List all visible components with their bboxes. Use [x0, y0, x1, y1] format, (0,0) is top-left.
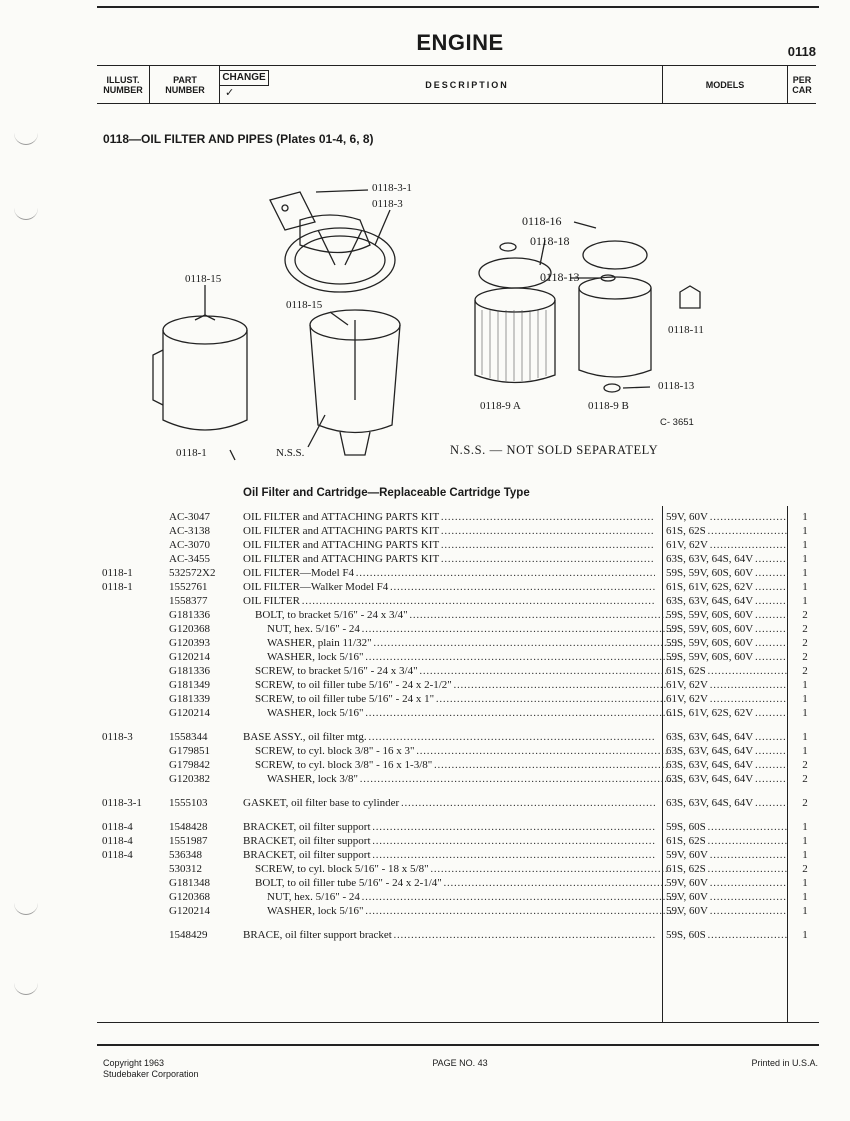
description-cell: GASKET, oil filter base to cylinder . . .: [243, 796, 655, 810]
table-row: [97, 650, 819, 664]
models-cell: 61S, 62S . . .: [666, 834, 788, 848]
per-car-cell: 1: [802, 835, 808, 847]
part-number-header: [150, 66, 220, 103]
table-row: [97, 772, 819, 786]
description-cell: SCREW, to cyl. block 5/16" - 18 x 5/8" . . .: [243, 862, 667, 876]
per-car-cell: 2: [802, 637, 808, 649]
cartridge-a-top-drawing: [475, 288, 555, 312]
description-cell: SCREW, to oil filler tube 5/16" - 24 x 1" . . .: [243, 692, 667, 706]
part-number-cell: G120368: [169, 891, 210, 903]
part-number-cell: G181336: [169, 609, 210, 621]
part-number-cell: 1558377: [169, 595, 208, 607]
table-row: [97, 692, 819, 706]
table-row: [97, 928, 819, 942]
part-number-cell: G179842: [169, 759, 210, 771]
description-cell: OIL FILTER—Model F4 . . .: [243, 566, 655, 580]
illust-number-header: [97, 66, 149, 103]
description-header: [272, 66, 662, 103]
models-cell: 59V, 60V . . .: [666, 876, 788, 890]
description-cell: WASHER, lock 3/8" . . .: [243, 772, 679, 786]
printed-in: Printed in U.S.A.: [751, 1058, 818, 1068]
description-cell: NUT, hex. 5/16" - 24 . . .: [243, 622, 679, 636]
table-row: [97, 510, 819, 524]
per-car-cell: 1: [802, 821, 808, 833]
per-car-cell: 1: [802, 745, 808, 757]
illus-number-cell: 0118-3-1: [102, 797, 142, 809]
models-cell: 63S, 63V, 64S, 64V . . .: [666, 552, 788, 566]
models-cell: 59V, 60V . . .: [666, 890, 788, 904]
part-number-cell: G181349: [169, 679, 210, 691]
part-number-cell: 1555103: [169, 797, 208, 809]
part-number-cell: 530312: [169, 863, 202, 875]
models-cell: 59V, 60V . . .: [666, 904, 788, 918]
part-number-cell: G120214: [169, 707, 210, 719]
label-0118-3: 0118-3: [372, 198, 403, 210]
description-cell: WASHER, plain 11/32" . . .: [243, 636, 679, 650]
per-car-cell: 1: [802, 849, 808, 861]
nss-note: N.S.S. — NOT SOLD SEPARATELY: [450, 443, 659, 457]
per-car-cell: 1: [802, 553, 808, 565]
cartridge-b-top-drawing: [579, 277, 651, 299]
per-car-cell: 1: [802, 539, 808, 551]
change-header: CHANGE: [220, 70, 269, 86]
part-number-cell: G181339: [169, 693, 210, 705]
table-row: [97, 538, 819, 552]
gasket-drawing: [270, 192, 315, 230]
description-cell: BOLT, to oil filler tube 5/16" - 24 x 2-1/4" . . .: [243, 876, 667, 890]
description-cell: SCREW, to bracket 5/16" - 24 x 3/4" . . .: [243, 664, 667, 678]
exploded-view-drawing: [140, 170, 740, 470]
table-row: [97, 622, 819, 636]
description-cell: WASHER, lock 5/16" . . .: [243, 904, 679, 918]
description-cell: BRACE, oil filter support bracket . . .: [243, 928, 655, 942]
bottom-rule: [97, 1022, 819, 1023]
table-row: [97, 834, 819, 848]
part-number-cell: 1558344: [169, 731, 208, 743]
description-cell: BOLT, to bracket 5/16" - 24 x 3/4" . . .: [243, 608, 667, 622]
per-car-cell: 1: [802, 929, 808, 941]
binder-hole-mark: [14, 900, 38, 915]
footer-rule: [97, 1044, 819, 1046]
cartridge-gasket-drawing: [583, 241, 647, 269]
label-0118-9a: 0118-9 A: [480, 400, 521, 412]
part-number-cell: G181348: [169, 877, 210, 889]
copyright-line2: Studebaker Corporation: [103, 1069, 199, 1079]
illus-number-cell: 0118-4: [102, 849, 133, 861]
models-cell: 59V, 60V . . .: [666, 510, 788, 524]
table-row: [97, 730, 819, 744]
table-row: [97, 678, 819, 692]
illus-number-cell: 0118-4: [102, 835, 133, 847]
per-car-cell: 2: [802, 759, 808, 771]
per-car-cell: 1: [802, 905, 808, 917]
part-number-cell: 536348: [169, 849, 202, 861]
part-header-line2: NUMBER: [165, 84, 205, 95]
copyright-line1: Copyright 1963: [103, 1058, 165, 1068]
figure-code: C- 3651: [660, 417, 694, 428]
part-number-cell: AC-3455: [169, 553, 210, 565]
housing-body-drawing: [163, 330, 247, 430]
binder-hole-mark: [14, 130, 38, 145]
description-cell: BRACKET, oil filter support . . .: [243, 848, 655, 862]
description-cell: WASHER, lock 5/16" . . .: [243, 706, 679, 720]
description-cell: OIL FILTER and ATTACHING PARTS KIT . . .: [243, 552, 655, 566]
description-cell: BRACKET, oil filter support . . .: [243, 834, 655, 848]
table-row: [97, 636, 819, 650]
table-row: [97, 890, 819, 904]
models-cell: 59S, 59V, 60S, 60V . . .: [666, 650, 788, 664]
part-number-cell: AC-3138: [169, 525, 210, 537]
illust-header-line2: NUMBER: [103, 84, 143, 95]
table-row: [97, 524, 819, 538]
models-cell: 61S, 62S . . .: [666, 664, 788, 678]
models-cell: 61S, 61V, 62S, 62V . . .: [666, 580, 788, 594]
part-number-cell: AC-3047: [169, 511, 210, 523]
models-cell: 59S, 59V, 60S, 60V . . .: [666, 622, 788, 636]
per-car-cell: 2: [802, 797, 808, 809]
top-rule: [97, 6, 819, 8]
part-11-drawing: [680, 286, 700, 308]
table-title: Oil Filter and Cartridge—Replaceable Cartridge Type: [243, 487, 530, 499]
models-cell: 61V, 62V . . .: [666, 678, 788, 692]
table-row: [97, 566, 819, 580]
label-0118-15: 0118-15: [185, 273, 222, 285]
table-row: [97, 552, 819, 566]
models-cell: 59S, 59V, 60S, 60V . . .: [666, 566, 788, 580]
table-row: [97, 820, 819, 834]
label-0118-18: 0118-18: [530, 234, 570, 248]
part-header-line1: PART: [173, 74, 197, 85]
description-cell: OIL FILTER and ATTACHING PARTS KIT . . .: [243, 510, 655, 524]
illus-number-cell: 0118-4: [102, 821, 133, 833]
illus-number-cell: 0118-1: [102, 581, 133, 593]
section-heading: 0118—OIL FILTER AND PIPES (Plates 01-4, 6, 8): [103, 132, 374, 146]
page-number: PAGE NO. 43: [432, 1058, 488, 1068]
part-number-cell: G120214: [169, 905, 210, 917]
table-row: [97, 744, 819, 758]
per-car-header: [788, 66, 816, 103]
part-number-cell: 1548428: [169, 821, 208, 833]
models-cell: 59S, 60S . . .: [666, 820, 788, 834]
per-car-cell: 2: [802, 651, 808, 663]
description-cell: OIL FILTER and ATTACHING PARTS KIT . . .: [243, 538, 655, 552]
change-checkmark: ✓: [225, 86, 235, 99]
table-row: [97, 706, 819, 720]
models-cell: 61S, 62S . . .: [666, 524, 788, 538]
per-car-cell: 2: [802, 863, 808, 875]
models-cell: 63S, 63V, 64S, 64V . . .: [666, 796, 788, 810]
table-row: [97, 876, 819, 890]
per-car-cell: 1: [802, 511, 808, 523]
illus-number-cell: 0118-1: [102, 567, 133, 579]
models-header: [663, 66, 787, 103]
table-row: [97, 608, 819, 622]
label-nss: N.S.S.: [276, 447, 305, 459]
models-cell: 61V, 62V . . .: [666, 538, 788, 552]
label-0118-11: 0118-11: [668, 324, 704, 336]
table-row: [97, 848, 819, 862]
description-cell: BRACKET, oil filter support . . .: [243, 820, 655, 834]
description-cell: SCREW, to cyl. block 3/8" - 16 x 3" . . .: [243, 744, 667, 758]
column-header: [97, 65, 816, 104]
models-cell: 59S, 60S . . .: [666, 928, 788, 942]
part-number-cell: G181336: [169, 665, 210, 677]
models-cell: 63S, 63V, 64S, 64V . . .: [666, 772, 788, 786]
oil-filter-illustration: [140, 170, 740, 470]
page-title: ENGINE: [416, 30, 504, 55]
models-cell: 59S, 59V, 60S, 60V . . .: [666, 636, 788, 650]
table-row: [97, 580, 819, 594]
per-car-cell: 2: [802, 773, 808, 785]
part-number-cell: G120368: [169, 623, 210, 635]
label-0118-3-1: 0118-3-1: [372, 182, 412, 194]
per-car-cell: 1: [802, 595, 808, 607]
description-cell: NUT, hex. 5/16" - 24 . . .: [243, 890, 679, 904]
per-car-cell: 2: [802, 609, 808, 621]
models-cell: 61S, 62S . . .: [666, 862, 788, 876]
table-row: [97, 796, 819, 810]
illus-number-cell: 0118-3: [102, 731, 133, 743]
label-0118-13: 0118-13: [658, 380, 695, 392]
label-0118-15: 0118-15: [286, 299, 323, 311]
part-number-cell: 532572X2: [169, 567, 216, 579]
part-number-cell: 1552761: [169, 581, 208, 593]
part-number-cell: AC-3070: [169, 539, 210, 551]
binder-hole-mark: [14, 205, 38, 220]
illust-header-line1: ILLUST.: [106, 74, 140, 85]
per-car-cell: 1: [802, 581, 808, 593]
per-car-cell: 2: [802, 623, 808, 635]
label-0118-13: 0118-13: [540, 270, 580, 284]
models-cell: 59V, 60V . . .: [666, 848, 788, 862]
part-number-cell: 1548429: [169, 929, 208, 941]
per-header-line2: CAR: [792, 84, 812, 95]
models-cell: 59S, 59V, 60S, 60V . . .: [666, 608, 788, 622]
part-number-cell: G120382: [169, 773, 210, 785]
part-number-cell: 1551987: [169, 835, 208, 847]
copyright: [103, 1058, 199, 1080]
models-cell: 61V, 62V . . .: [666, 692, 788, 706]
part-number-cell: G120214: [169, 651, 210, 663]
per-car-cell: 1: [802, 707, 808, 719]
description-cell: SCREW, to cyl. block 3/8" - 16 x 1-3/8" . . .: [243, 758, 667, 772]
per-car-cell: 1: [802, 567, 808, 579]
description-cell: OIL FILTER—Walker Model F4 . . .: [243, 580, 655, 594]
models-header-text: MODELS: [705, 79, 745, 90]
housing-top-drawing: [163, 316, 247, 344]
description-cell: WASHER, lock 5/16" . . .: [243, 650, 679, 664]
part-number-cell: G179851: [169, 745, 210, 757]
per-car-cell: 1: [802, 693, 808, 705]
part-number-cell: G120393: [169, 637, 210, 649]
per-car-cell: 2: [802, 665, 808, 677]
binder-hole-mark: [14, 980, 38, 995]
description-cell: OIL FILTER and ATTACHING PARTS KIT . . .: [243, 524, 655, 538]
models-cell: 63S, 63V, 64S, 64V . . .: [666, 744, 788, 758]
per-car-cell: 1: [802, 877, 808, 889]
cartridge-b-drawing: [579, 288, 651, 377]
label-0118-1: 0118-1: [176, 447, 207, 459]
section-code: 0118: [787, 44, 816, 59]
description-cell: SCREW, to oil filler tube 5/16" - 24 x 2-1/2" . . .: [243, 678, 667, 692]
per-car-cell: 1: [802, 891, 808, 903]
per-car-cell: 1: [802, 679, 808, 691]
description-cell: BASE ASSY., oil filter mtg. . . .: [243, 730, 655, 744]
description-cell: OIL FILTER . . .: [243, 594, 655, 608]
table-row: [97, 758, 819, 772]
table-row: [97, 904, 819, 918]
label-0118-9b: 0118-9 B: [588, 400, 629, 412]
models-cell: 63S, 63V, 64S, 64V . . .: [666, 758, 788, 772]
per-car-cell: 1: [802, 525, 808, 537]
table-row: [97, 664, 819, 678]
models-cell: 61S, 61V, 62S, 62V . . .: [666, 706, 788, 720]
table-row: [97, 594, 819, 608]
per-header-line1: PER: [792, 74, 812, 85]
label-0118-16: 0118-16: [522, 214, 562, 228]
parts-table: [97, 506, 819, 1022]
table-row: [97, 862, 819, 876]
models-cell: 63S, 63V, 64S, 64V . . .: [666, 730, 788, 744]
models-cell: 63S, 63V, 64S, 64V . . .: [666, 594, 788, 608]
per-car-cell: 1: [802, 731, 808, 743]
description-header-text: DESCRIPTION: [425, 79, 509, 90]
